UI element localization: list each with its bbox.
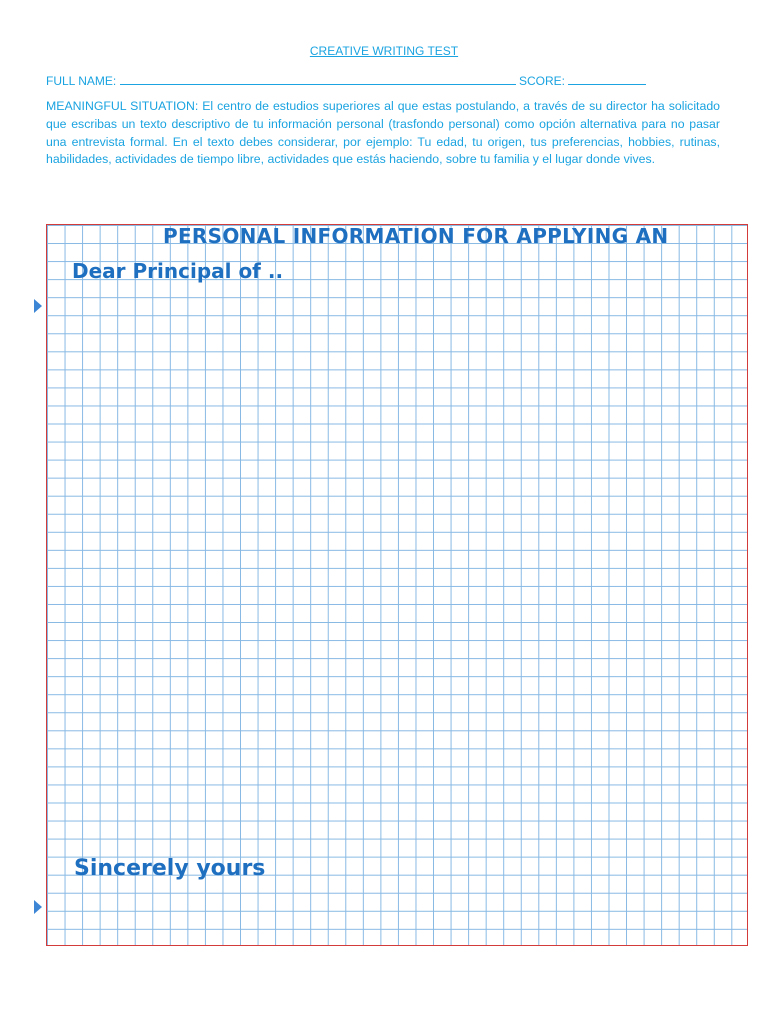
letter-heading: PERSONAL INFORMATION FOR APPLYING AN <box>163 224 669 248</box>
meaningful-situation-text: MEANINGFUL SITUATION: El centro de estudios superiores al que estas postulando, a través de su director ha solicitado que escribas un texto descriptivo de tu información personal (trasfondo personal) como opción alternativa para no pasar una entrevista formal. En el texto debes considerar, por ejemplo: Tu edad, tu origen, tus preferencias, hobbies, rutinas, habilidades, actividades de tiempo libre, actividades que estás haciendo, sobre tu familia y el lugar donde vives. <box>46 99 720 167</box>
triangle-right-icon <box>34 900 42 914</box>
score-blank[interactable] <box>568 72 646 85</box>
triangle-right-icon <box>34 299 42 313</box>
writing-grid[interactable] <box>46 224 748 946</box>
score-label: SCORE: <box>518 74 565 88</box>
name-score-line <box>46 72 726 88</box>
full-name-blank[interactable] <box>120 72 516 85</box>
full-name-label: FULL NAME: <box>46 74 117 88</box>
letter-salutation: Dear Principal of .. <box>72 259 284 283</box>
test-title: CREATIVE WRITING TEST <box>309 44 459 58</box>
letter-closing: Sincerely yours <box>74 856 266 881</box>
